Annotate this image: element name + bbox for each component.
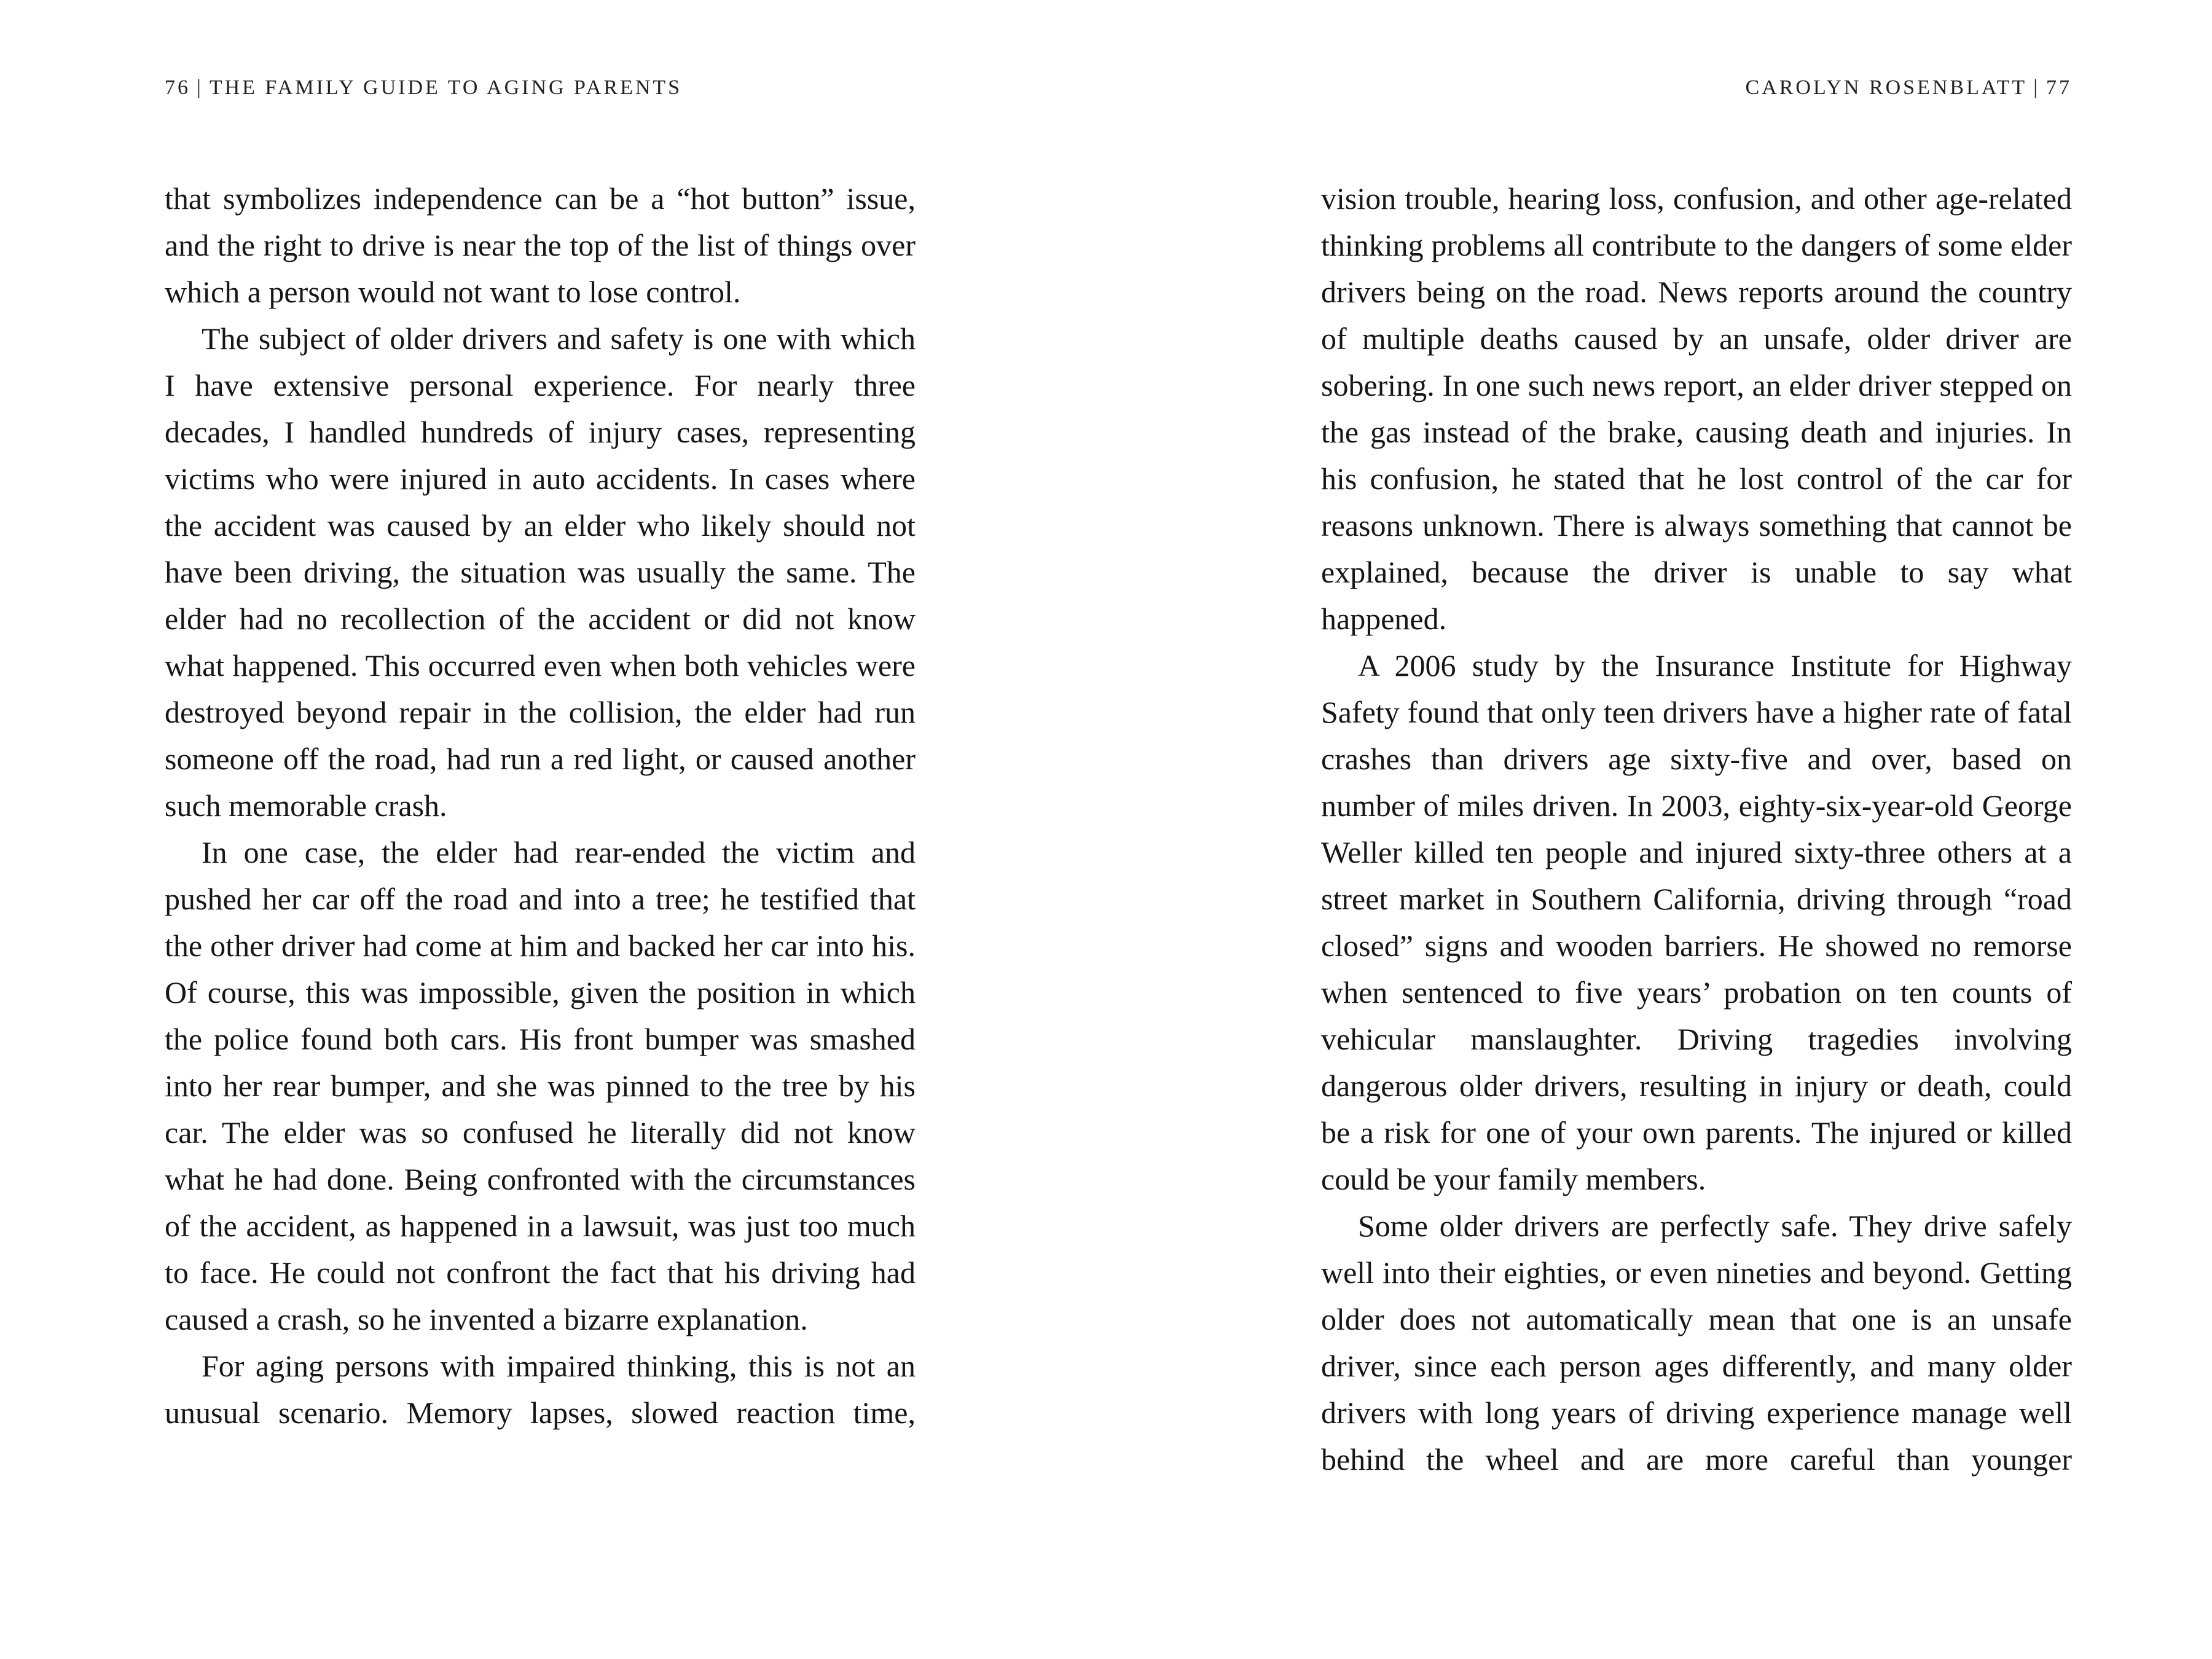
paragraph: that symbolizes independence can be a “hot button” issue, and the right to drive is near the top of the list of things over which a person would not want to lose control. [165, 181, 916, 309]
author-name: CAROLYN ROSENBLATT [1745, 76, 2028, 99]
paragraph: A 2006 study by the Insurance Institute for Highway Safety found that only teen drivers have a higher rate of fatal crashes than drivers age sixty-five and over, based on number of miles driven. In 2003, eighty-six-year-old George Weller killed ten people and injured sixty-three others at a street market in Southern California, driving through “road closed” signs and wooden barriers. He showed no remorse when sentenced to five years’ probation on ten counts of vehicular manslaughter. Driving tragedies involving dangerous older drivers, resulting in injury or death, could be a risk for one of your own parents. The injured or killed could be your family members. [1321, 648, 2072, 1196]
right-running-head [1321, 76, 2072, 101]
paragraph: vision trouble, hearing loss, confusion, and other age-related thinking problems all contribute to the dangers of some elder drivers being on the road. News reports around the country of multiple deaths caused by an unsafe, older driver are sobering. In one such news report, an elder driver stepped on the gas instead of the brake, causing death and injuries. In his confusion, he stated that he lost control of the car for reasons unknown. There is always something that cannot be explained, because the driver is unable to say what happened. [1321, 181, 2072, 636]
paragraph: In one case, the elder had rear-ended the victim and pushed her car off the road and into a tree; he testified that the other driver had come at him and backed her car into his. Of course, this was impossible, given the position in which the police found both cars. His front bumper was smashed into her rear bumper, and she was pinned to the tree by his car. The elder was so confused he literally did not know what he had done. Being confronted with the circumstances of the accident, as happened in a lawsuit, was just too much to face. He could not confront the fact that his driving had caused a crash, so he invented a bizarre explanation. [165, 835, 916, 1336]
right-page-number: 77 [2046, 76, 2072, 99]
paragraph: The subject of older drivers and safety is one with which I have extensive personal experience. For nearly three decades, I handled hundreds of injury cases, representing victims who were injured in auto accidents. In cases where the accident was caused by an elder who likely should not have been driving, the situation was usually the same. The elder had no recollection of the accident or did not know what happened. This occurred even when both vehicles were destroyed beyond repair in the collision, the elder had run someone off the road, had run a red light, or caused another such memorable crash. [165, 321, 916, 823]
right-header-separator: | [2033, 76, 2040, 99]
book-title: THE FAMILY GUIDE TO AGING PARENTS [209, 76, 683, 99]
left-page [165, 0, 916, 1659]
left-page-number: 76 [165, 76, 190, 99]
left-body-text [165, 175, 916, 1436]
right-page [1321, 0, 2072, 1659]
paragraph: Some older drivers are perfectly safe. They drive safely well into their eighties, or even nineties and beyond. Getting older does not automatically mean that one is an unsafe driver, since each person ages differently, and many older drivers with long years of driving experience manage well behind the wheel and are more careful than younger [1321, 1209, 2072, 1477]
paragraph: For aging persons with impaired thinking, this is not an unusual scenario. Memory lapses, slowed reaction time, [165, 1349, 916, 1430]
left-running-head [165, 76, 916, 101]
left-header-separator: | [197, 76, 203, 99]
right-body-text [1321, 175, 2072, 1483]
